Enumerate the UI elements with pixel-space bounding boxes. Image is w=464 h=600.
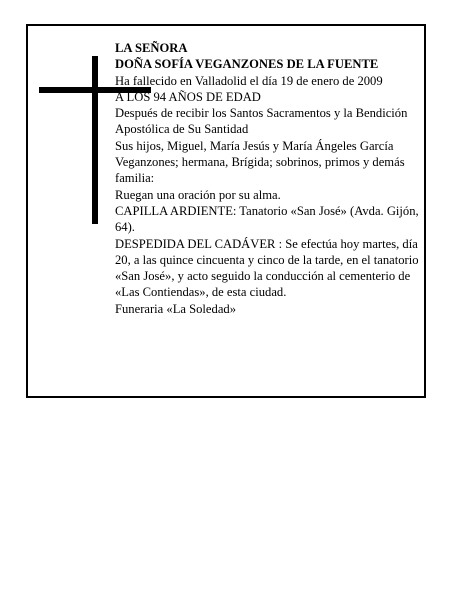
age-line: A LOS 94 AÑOS DE EDAD	[115, 89, 261, 104]
obituary-notice	[26, 24, 426, 398]
notice-text	[115, 40, 425, 317]
death-info: Ha fallecido en Valladolid el día 19 de enero de 2009	[115, 73, 383, 88]
cross-vertical-bar	[92, 56, 98, 224]
sacraments-paragraph: Después de recibir los Santos Sacramentos y la Bendición Apostólica de Su Santidad	[115, 106, 410, 137]
family-paragraph: Sus hijos, Miguel, María Jesús y María Ángeles García Veganzones; hermana, Brígida; sobrinos, primos y demás familia:	[115, 138, 408, 186]
deceased-name: DOÑA SOFÍA VEGANZONES DE LA FUENTE	[115, 57, 379, 72]
prayer-line: Ruegan una oración por su alma.	[115, 187, 281, 202]
chapel-paragraph: CAPILLA ARDIENTE: Tanatorio «San José» (Avda. Gijón, 64).	[115, 203, 422, 235]
farewell-paragraph: DESPEDIDA DEL CADÁVER : Se efectúa hoy martes, día 20, a las quince cincuenta y cinco de la tarde, en el tanatorio «San José», y acto seguido la conducción al cementerio de «Las Contiendas», de esta ciudad.	[115, 236, 422, 300]
notice-title: LA SEÑORA	[115, 41, 188, 55]
funeral-home-line: Funeraria «La Soledad»	[115, 301, 236, 316]
